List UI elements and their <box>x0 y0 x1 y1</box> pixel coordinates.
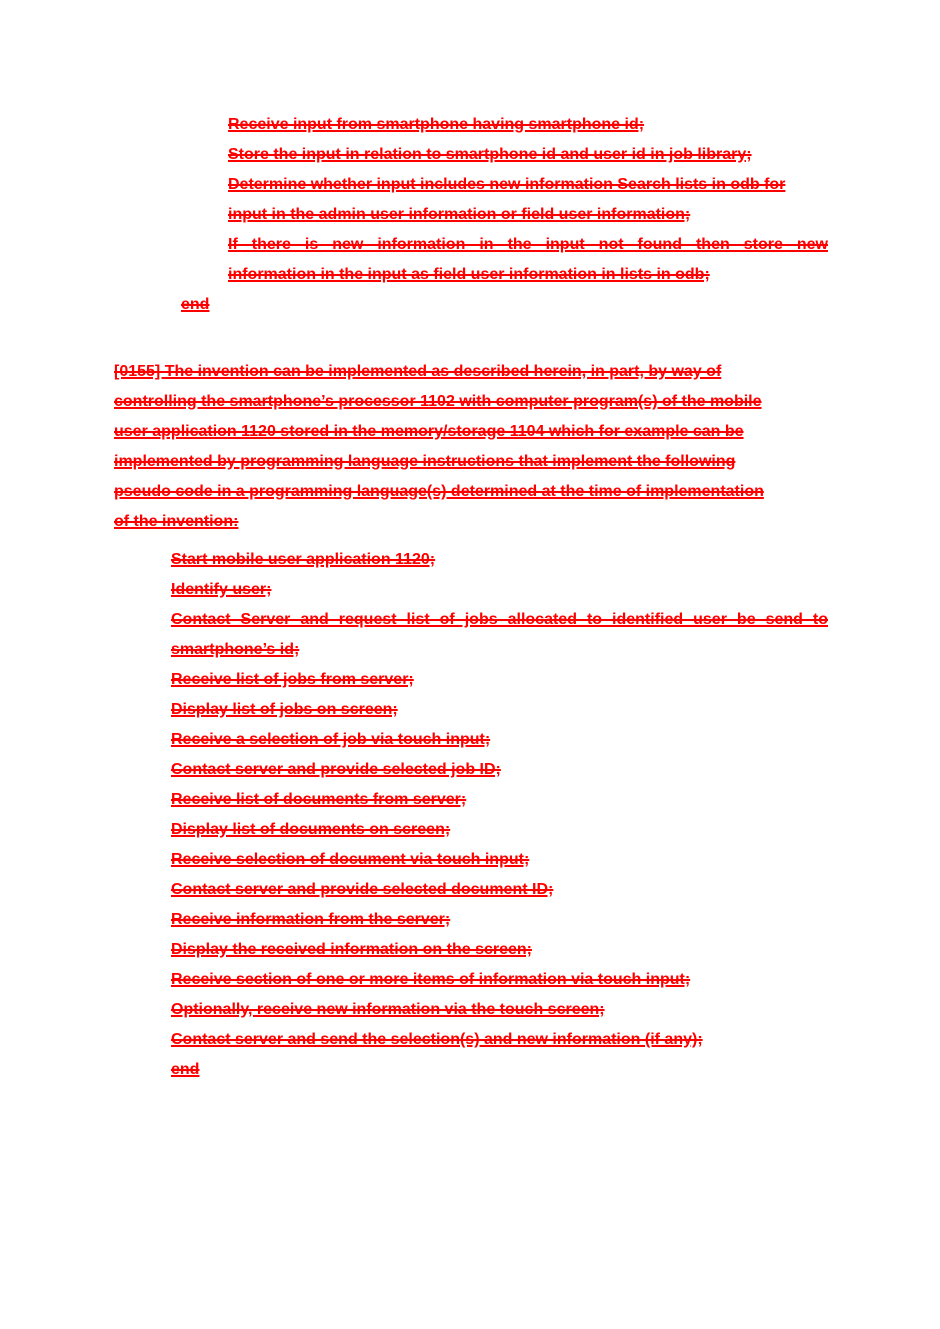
code-line: Receive information from the server; <box>171 911 451 928</box>
paragraph-line: pseudo code in a programming language(s) determined at the time of implementation <box>114 483 764 500</box>
code-line: Receive a selection of job via touch input; <box>171 731 491 748</box>
pseudo-code-block-bottom <box>171 545 828 1085</box>
code-line: Receive list of documents from server; <box>171 791 467 808</box>
code-line: Receive input from smartphone having smartphone id; <box>228 116 645 133</box>
paragraph-line: user application 1120 stored in the memory/storage 1104 which for example can be <box>114 423 744 440</box>
paragraph-line: of the invention: <box>114 513 239 530</box>
code-line: Receive list of jobs from server; <box>171 671 414 688</box>
code-line: Display list of documents on screen; <box>171 821 451 838</box>
paragraph-0155 <box>114 357 824 537</box>
code-line: Receive section of one or more items of information via touch input; <box>171 971 691 988</box>
code-line: smartphone’s id; <box>171 641 300 658</box>
code-line: Contact server and provide selected job ID; <box>171 761 501 778</box>
paragraph-line: controlling the smartphone’s processor 1102 with computer program(s) of the mobile <box>114 393 762 410</box>
code-line: Contact server and send the selection(s) and new information (if any); <box>171 1031 703 1048</box>
paragraph-line: implemented by programming language instructions that implement the following <box>114 453 736 470</box>
code-line: Optionally, receive new information via the touch screen; <box>171 1001 605 1018</box>
paragraph-line: [0155] The invention can be implemented as described herein, in part, by way of <box>114 363 722 380</box>
code-line: Contact server and provide selected document ID; <box>171 881 554 898</box>
code-line: Store the input in relation to smartphone id and user id in job library; <box>228 146 752 163</box>
code-line: Start mobile user application 1120; <box>171 551 436 568</box>
code-line: Receive selection of document via touch input; <box>171 851 530 868</box>
code-line: Display the received information on the screen; <box>171 941 532 958</box>
code-end: end <box>181 296 210 313</box>
code-end: end <box>171 1061 200 1078</box>
code-line: Display list of jobs on screen; <box>171 701 398 718</box>
code-line: input in the admin user information or field user information; <box>228 206 691 223</box>
pseudo-code-end-top <box>181 290 209 320</box>
code-line: Contact Server and request list of jobs allocated to identified user be send to <box>171 611 828 628</box>
code-line: information in the input as field user information in lists in odb; <box>228 266 710 283</box>
code-line: Determine whether input includes new information Search lists in odb for <box>228 176 786 193</box>
pseudo-code-block-top <box>228 110 828 290</box>
code-line: If there is new information in the input not found then store new <box>228 236 828 253</box>
code-line: Identify user; <box>171 581 272 598</box>
